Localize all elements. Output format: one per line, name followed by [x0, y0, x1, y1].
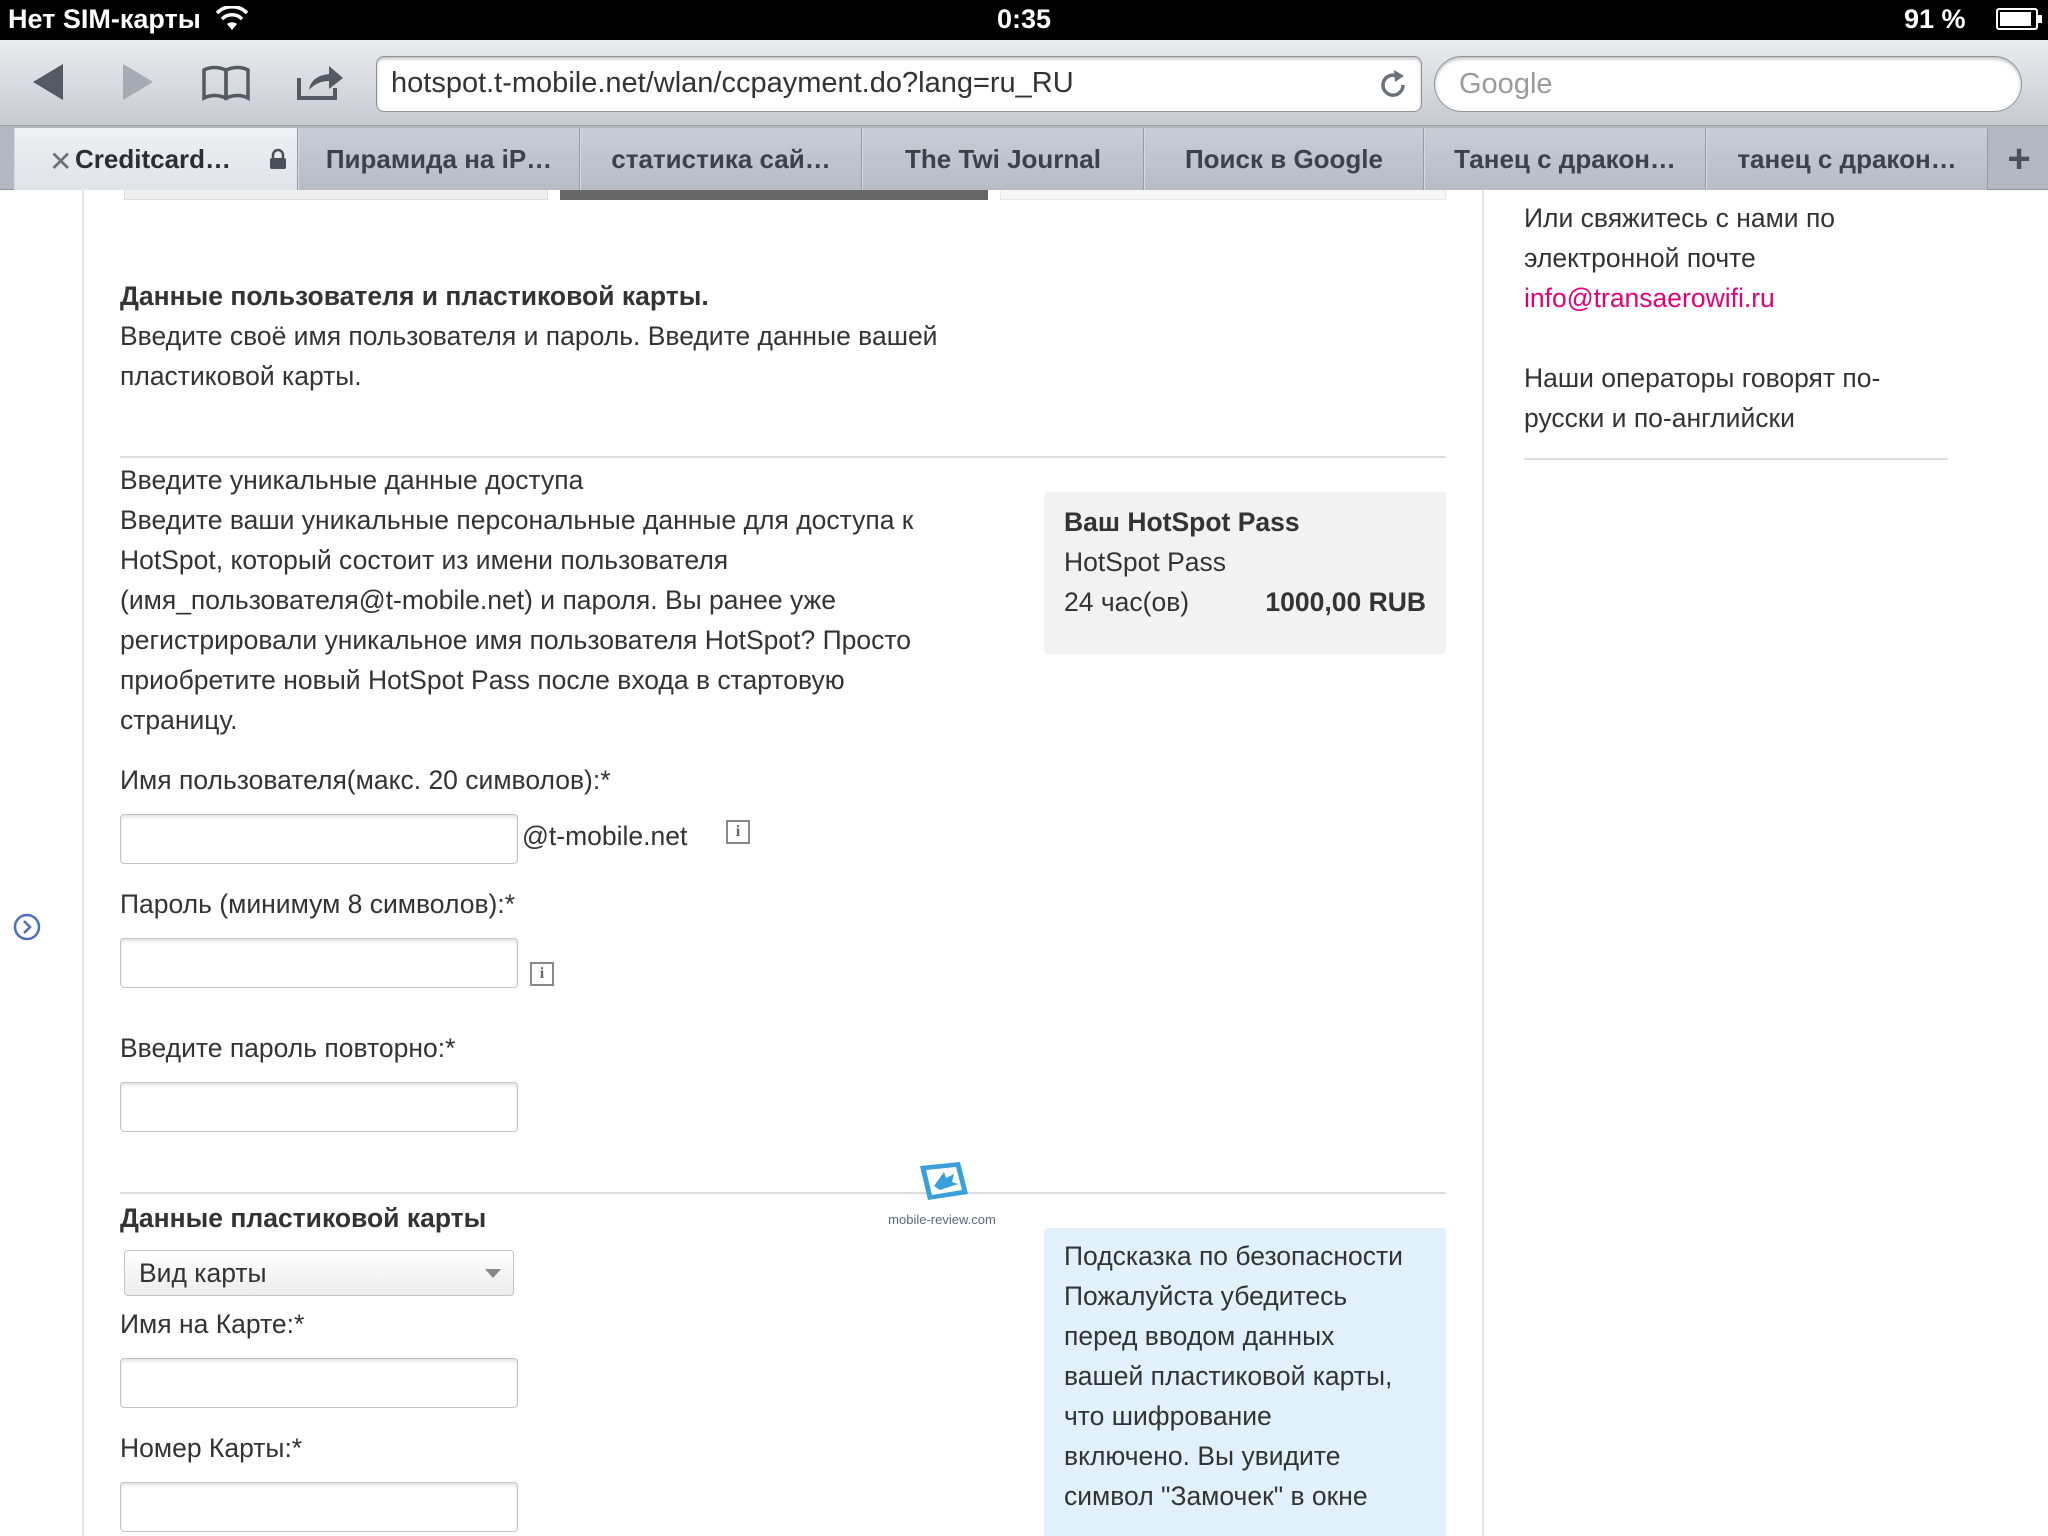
username-input[interactable] [120, 814, 518, 864]
tab-label: Пирамида на iP… [325, 143, 553, 174]
card-type-select[interactable] [124, 1250, 514, 1296]
tab-label: The Twi Journal [905, 143, 1101, 174]
tip-line: перед вводом данных [1064, 1321, 1335, 1351]
web-page [0, 190, 2048, 1536]
close-tab-icon[interactable]: ✕ [49, 146, 73, 177]
share-icon [295, 62, 345, 102]
card-name-input[interactable] [120, 1358, 518, 1408]
tab-label: Танец с дракон… [1454, 143, 1676, 174]
access-text-line: регистрировали уникальное имя пользователя HotSpot? Просто [120, 625, 911, 655]
card-type-value: Вид карты [139, 1258, 267, 1288]
chevron-right-circle-icon[interactable] [12, 912, 42, 942]
tab-google-search[interactable] [1144, 128, 1424, 190]
book-icon [200, 62, 252, 102]
watermark-logo-icon [882, 1158, 1002, 1212]
pass-name: HotSpot Pass [1064, 547, 1227, 577]
tip-line: включено. Вы увидите [1064, 1441, 1341, 1471]
clock: 0:35 [996, 4, 1052, 34]
chevron-down-icon [485, 1269, 501, 1278]
search-field[interactable] [1434, 56, 2022, 112]
password-input[interactable] [120, 938, 518, 988]
hotspot-pass-box [1044, 492, 1446, 654]
share-button[interactable] [292, 54, 348, 110]
tip-line: что шифрование [1064, 1401, 1272, 1431]
tip-line: символ "Замочек" в окне [1064, 1481, 1368, 1511]
watermark [882, 1158, 1002, 1238]
step-tab-active-remnant [560, 190, 988, 200]
tab-twi-journal[interactable] [862, 128, 1144, 190]
access-text-line: HotSpot, который состоит из имени пользователя [120, 545, 729, 575]
address-text: hotspot.t-mobile.net/wlan/ccpayment.do?lang=ru_RU [391, 67, 1074, 99]
tab-statistika[interactable] [580, 128, 862, 190]
username-domain-suffix: @t-mobile.net [522, 821, 688, 851]
back-button[interactable] [20, 54, 76, 110]
tab-piramida[interactable] [298, 128, 580, 190]
tab-label: танец с дракон… [1737, 143, 1957, 174]
access-text-line: (имя_пользователя@t-mobile.net) и пароля. Вы ранее уже [120, 585, 837, 615]
tip-line: Подсказка по безопасности [1064, 1241, 1403, 1271]
divider [120, 456, 1446, 458]
sidebar-contact-line: электронной почте [1524, 243, 1756, 273]
info-icon[interactable]: i [530, 962, 554, 986]
new-tab-button[interactable]: + [2007, 136, 2031, 181]
divider [120, 1192, 1446, 1194]
card-number-input[interactable] [120, 1482, 518, 1532]
intro-title: Данные пользователя и пластиковой карты. [120, 281, 709, 311]
intro-text-line: Введите своё имя пользователя и пароль. Введите данные вашей [120, 321, 938, 351]
forward-button[interactable] [110, 54, 166, 110]
sidebar-divider [1524, 458, 1948, 460]
card-name-label: Имя на Карте:* [120, 1309, 305, 1339]
carrier-label: Нет SIM-карты [8, 4, 201, 34]
tip-line: вашей пластиковой карты, [1064, 1361, 1393, 1391]
browser-toolbar [0, 40, 2048, 126]
access-heading: Введите уникальные данные доступа [120, 465, 584, 495]
tip-line: Пожалуйста убедитесь [1064, 1281, 1348, 1311]
password-repeat-input[interactable] [120, 1082, 518, 1132]
battery-percent: 91 % [1904, 4, 1966, 34]
tab-label: Поиск в Google [1184, 143, 1383, 174]
address-bar[interactable] [376, 56, 1422, 112]
watermark-text: mobile-review.com [888, 1212, 996, 1227]
tab-tanets-2[interactable] [1706, 128, 1988, 190]
access-text-line: страницу. [120, 705, 238, 735]
search-placeholder: Google [1459, 68, 1553, 100]
back-arrow-icon [33, 64, 63, 100]
intro-text-line: пластиковой карты. [120, 361, 362, 391]
step-tab-remnant [1000, 190, 1446, 200]
status-bar [0, 0, 2048, 40]
tab-label: статистика сай… [611, 143, 831, 174]
security-tip-box [1044, 1228, 1446, 1536]
username-label: Имя пользователя(макс. 20 символов):* [120, 765, 611, 795]
sidebar-contact-line: Или свяжитесь с нами по [1524, 203, 1836, 233]
sidebar-operators-line: Наши операторы говорят по- [1524, 363, 1881, 393]
password-repeat-label: Введите пароль повторно:* [120, 1033, 456, 1063]
tab-tanets-1[interactable] [1424, 128, 1706, 190]
tab-creditcard[interactable] [14, 128, 298, 190]
password-label: Пароль (минимум 8 символов):* [120, 889, 516, 919]
pass-title: Ваш HotSpot Pass [1064, 507, 1300, 537]
pass-duration: 24 час(ов) [1064, 587, 1190, 617]
contact-email-link[interactable]: info@transaerowifi.ru [1524, 283, 1775, 313]
bookmarks-button[interactable] [198, 54, 254, 110]
card-heading: Данные пластиковой карты [120, 1203, 487, 1233]
info-icon[interactable]: i [726, 820, 750, 844]
lock-icon [269, 148, 287, 170]
forward-arrow-icon [123, 64, 153, 100]
access-text-line: приобретите новый HotSpot Pass после входа в стартовую [120, 665, 845, 695]
access-text-line: Введите ваши уникальные персональные данные для доступа к [120, 505, 914, 535]
reload-icon[interactable] [1375, 67, 1411, 103]
pass-price: 1000,00 RUB [1265, 587, 1426, 617]
battery-icon [1996, 8, 2038, 30]
tab-label: Creditcard… [75, 143, 232, 174]
step-tab-remnant [124, 190, 548, 200]
sidebar-operators-line: русски и по-английски [1524, 403, 1795, 433]
card-number-label: Номер Карты:* [120, 1433, 303, 1463]
tab-strip [0, 126, 2048, 190]
